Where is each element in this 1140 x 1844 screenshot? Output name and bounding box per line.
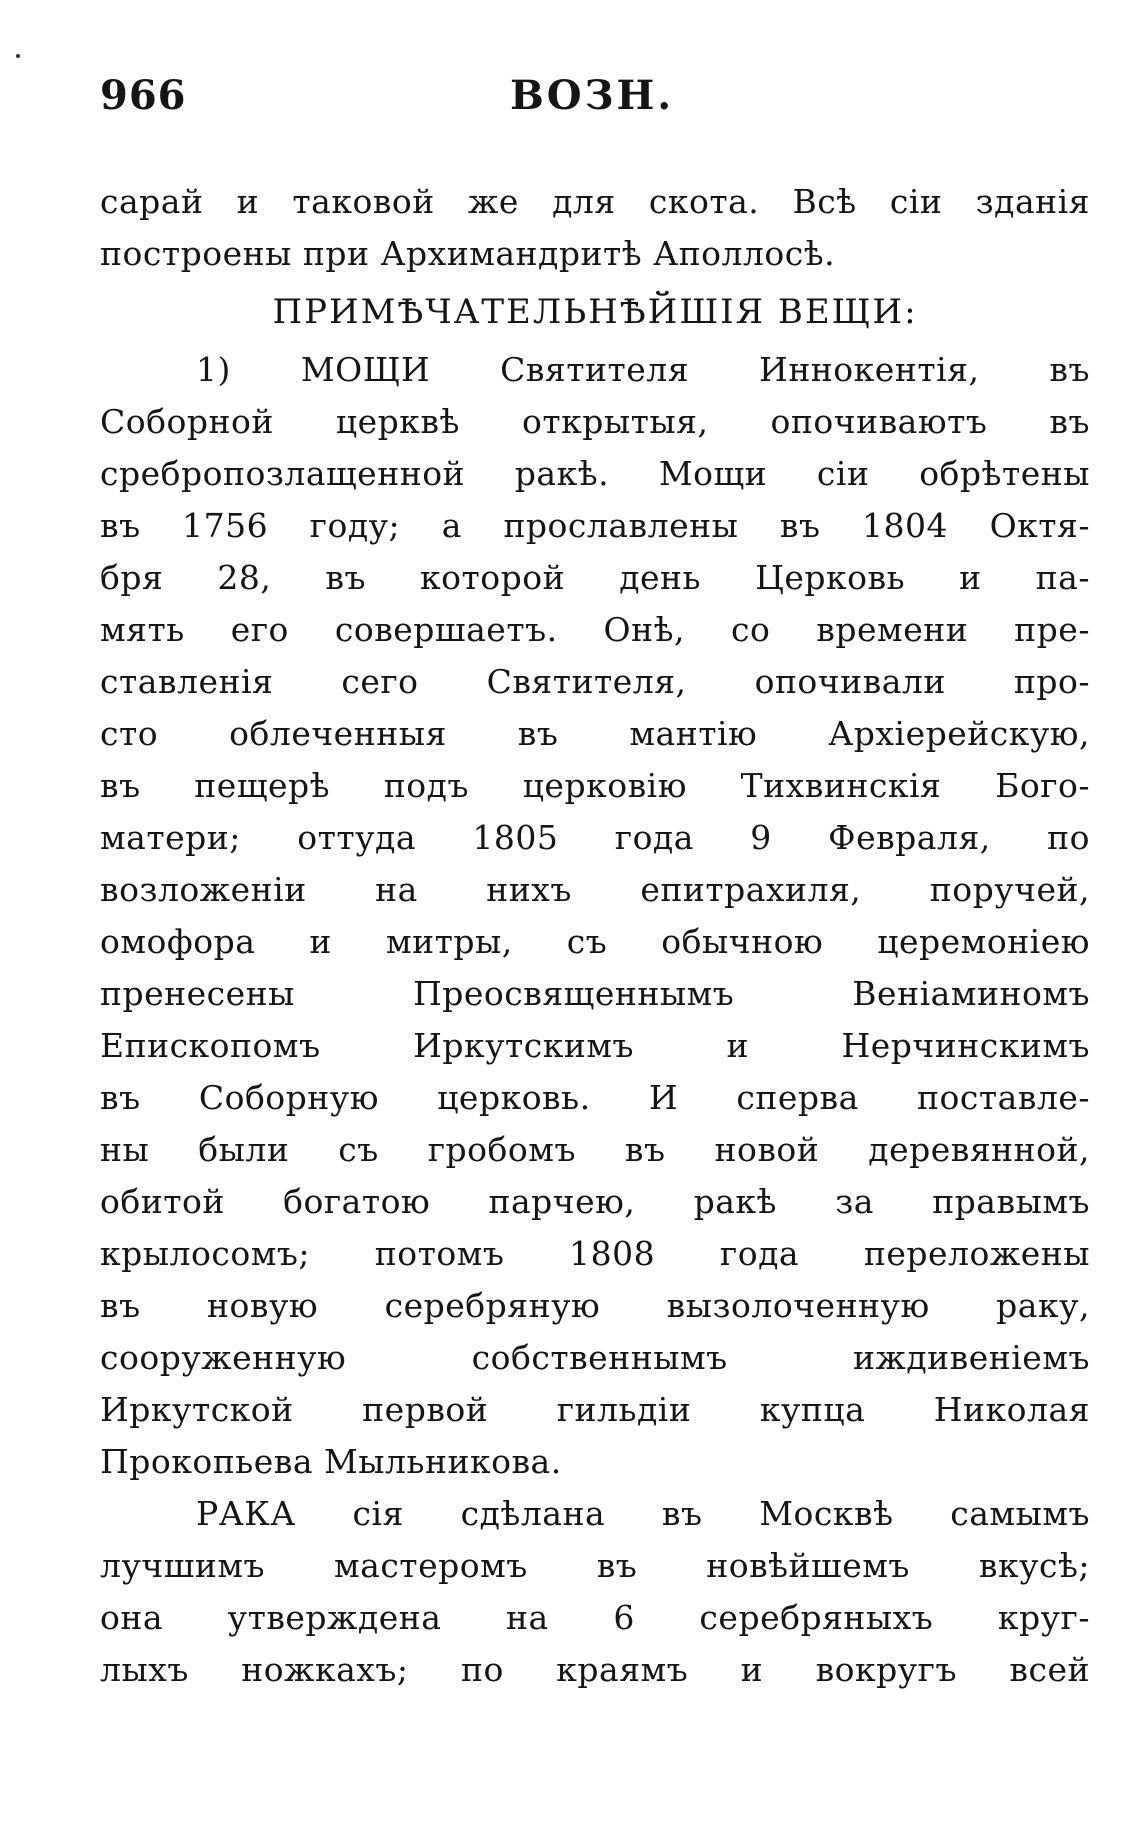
text-line: сребропозлащенной ракѣ. Мощи сіи обрѣтены [100, 454, 1090, 493]
text-line: въ Соборную церковь. И сперва поставле- [100, 1078, 1090, 1117]
text-line: въ 1756 году; а прославлены въ 1804 Октя- [100, 506, 1090, 545]
text-line: сарай и таковой же для скота. Всѣ сіи зданія [100, 182, 1090, 221]
text-line: ставленія сего Святителя, опочивали про- [100, 662, 1090, 701]
text-line: въ пещерѣ подъ церковію Тихвинскія Бого- [100, 766, 1090, 805]
text-line: крылосомъ; потомъ 1808 года переложены [100, 1234, 1090, 1273]
page-header [100, 72, 1090, 132]
text-line: бря 28, въ которой день Церковь и па- [100, 558, 1090, 597]
text-line: сто облеченныя въ мантію Архіерейскую, [100, 714, 1090, 753]
ink-speck [16, 54, 20, 58]
text-line: построены при Архимандритѣ Аполлосѣ. [100, 234, 836, 273]
text-line: возложеніи на нихъ епитрахиля, поручей, [100, 870, 1090, 909]
text-line: Иркутской первой гильдіи купца Николая [100, 1390, 1090, 1429]
text-line: Соборной церквѣ открытыя, опочиваютъ въ [100, 402, 1090, 441]
text-line: она утверждена на 6 серебряныхъ круг- [100, 1598, 1090, 1637]
text-line: Епископомъ Иркутскимъ и Нерчинскимъ [100, 1026, 1090, 1065]
text-line: пренесены Преосвященнымъ Веніаминомъ [100, 974, 1090, 1013]
text-line: мять его совершаетъ. Онѣ, со времени пре- [100, 610, 1090, 649]
text-line: матери; оттуда 1805 года 9 Февраля, по [100, 818, 1090, 857]
body-text [100, 176, 1090, 1696]
text-line: омофора и митры, съ обычною церемоніею [100, 922, 1090, 961]
text-line: РАКА сія сдѣлана въ Москвѣ самымъ [196, 1494, 1090, 1533]
text-line: Прокопьева Мыльникова. [100, 1442, 562, 1481]
text-line: ны были съ гробомъ въ новой деревянной, [100, 1130, 1090, 1169]
text-line: обитой богатою парчею, ракѣ за правымъ [100, 1182, 1090, 1221]
page-number: 966 [100, 72, 187, 119]
text-line: сооруженную собственнымъ иждивеніемъ [100, 1338, 1090, 1377]
text-line: 1) МОЩИ Святителя Иннокентія, въ [196, 350, 1090, 389]
running-head: ВОЗН. [510, 72, 675, 119]
text-line: лучшимъ мастеромъ въ новѣйшемъ вкусѣ; [100, 1546, 1090, 1585]
section-heading: ПРИМѢЧАТЕЛЬНѢЙШІЯ ВЕЩИ: [272, 292, 918, 332]
text-line: въ новую серебряную вызолоченную раку, [100, 1286, 1090, 1325]
text-line: лыхъ ножкахъ; по краямъ и вокругъ всей [100, 1650, 1090, 1689]
